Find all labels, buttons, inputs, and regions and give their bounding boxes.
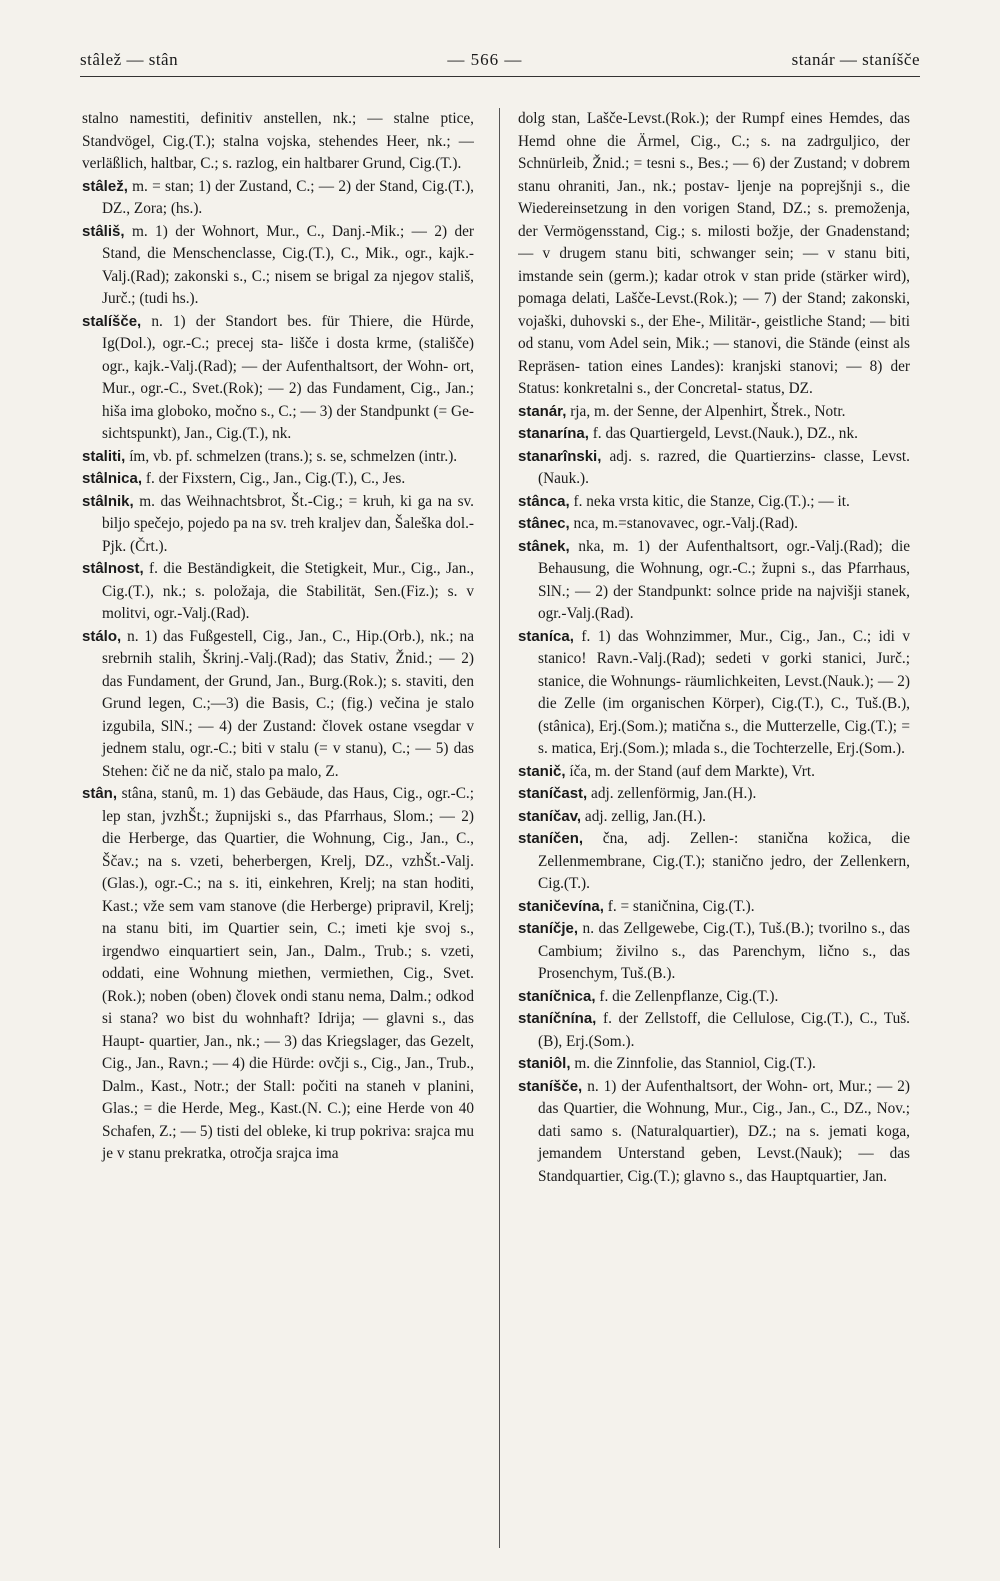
entry-headword: stâlnost, xyxy=(82,560,144,577)
entry-text: f. neka vrsta kitic, die Stanze, Cig.(T.).; — it. xyxy=(573,492,850,510)
dictionary-entry xyxy=(518,423,910,446)
entry-text: m. 1) der Wohnort, Mur., C., Danj.-Mik.; — 2) der Stand, die Menschenclasse, Cig.(T.), C., Mik., ogr., kajk.-Valj.(Rad); zakonski s., C.; nisem se brigal za njegov stališ, Jurč.; (tudi hs.). xyxy=(102,222,474,307)
dictionary-entry xyxy=(82,783,474,1166)
dictionary-entry xyxy=(518,986,910,1009)
dictionary-entry xyxy=(518,783,910,806)
entry-text: m. die Zinnfolie, das Stanniol, Cig.(T.). xyxy=(574,1055,816,1072)
entry-text: adj. s. razred, die Quartierzins- classe, Levst.(Nauk.). xyxy=(538,447,910,487)
left-column xyxy=(82,108,474,1553)
right-column xyxy=(518,108,910,1553)
dictionary-entry xyxy=(518,896,910,919)
entry-text: f. die Zellenpflanze, Cig.(T.). xyxy=(599,987,779,1005)
entry-headword: stâlnica, xyxy=(82,470,143,487)
entry-headword: stalíšče, xyxy=(82,312,142,330)
dictionary-entry xyxy=(82,491,474,559)
entry-headword: stâliš, xyxy=(82,222,125,240)
entry-text: f. 1) das Wohnzimmer, Mur., Cig., Jan., C.; idi v stanico! Ravn.-Valj.(Rad); sedeti v gorki stanici, Jurč.; stanice, die Wohnungs- räumlichkeiten, Levst.(Nauk.); — 2) die Zelle (im organischen Körper), Cig.(T.), C., Tuš.(B.), (stânica), Erj.(Som.); matična s., die Mutterzelle, Cig.(T.); = s. matica, Erj.(Som.); mlada s., die Tochterzelle, Erj.(Som.). xyxy=(538,627,910,757)
dictionary-entry xyxy=(518,1008,910,1053)
entry-headword: staníšče, xyxy=(518,1077,583,1095)
entry-text: n. 1) der Aufenthaltsort, der Wohn- ort, Mur.; — 2) das Quartier, die Wohnung, Mur., Cig., Jan., C., DZ., Nov.; dati samo s. (Naturalquartier), DZ.; na s. jemati koga, jemandem Unterstand geben, Levst.(Nauk); — das Standquartier, Cig.(T.); glavno s., das Hauptquartier, Jan. xyxy=(538,1077,910,1185)
dictionary-entry xyxy=(82,108,474,176)
entry-text: f. die Beständigkeit, die Stetigkeit, Mur., Cig., Jan., Cig.(T.), nk.; s. položaja, die Stabilität, Sen.(Fiz.); s. v molitvi, ogr.-Valj.(Rad). xyxy=(102,560,474,622)
entry-text: f. = staničnina, Cig.(T.). xyxy=(607,897,755,915)
entry-text: f. der Zellstoff, die Cellulose, Cig.(T.), C., Tuš.(B), Erj.(Som.). xyxy=(538,1010,910,1050)
dictionary-entry xyxy=(518,491,910,514)
dictionary-entry xyxy=(518,761,910,784)
entry-text: nka, m. 1) der Aufenthaltsort, ogr.-Valj.(Rad); die Behausung, die Wohnung, ogr.-C.; župni s., das Pfarrhaus, SlN.; — 2) der Standpunkt: solnce pride na najvišji stanek, ogr.-Valj.(Rad). xyxy=(538,537,910,622)
entry-text: rja, m. der Senne, der Alpenhirt, Štrek., Notr. xyxy=(570,402,846,420)
dictionary-entry xyxy=(82,311,474,446)
running-head xyxy=(80,44,920,77)
entry-text: n. 1) der Standort bes. für Thiere, die Hürde, Ig(Dol.), ogr.-C.; precej sta- lišče i dosta krme, (stališče) ogr., kajk.-Valj.(Rad); — der Aufenthaltsort, der Wohn- ort, Mur., ogr.-C., Svet.(Rok); — 2) das Fundament, Cig., Jan.; hiša ima globoko, močno s., C.; — 3) der Standpunkt (= Ge- sichtspunkt), Jan., Cig.(T.), nk. xyxy=(102,312,474,442)
entry-text: m. das Weihnachtsbrot, Št.-Cig.; = kruh, ki ga na sv. biljo spečejo, pojedo pa na sv. treh kraljev dan, Šaleška dol.-Pjk. (Črt.). xyxy=(102,492,474,555)
entry-text: n. 1) das Fußgestell, Cig., Jan., C., Hip.(Orb.), nk.; na srebrnih stalih, Škrinj.-Valj.(Rad); das Stativ, Žnid.; — 2) das Fundament, der Grund, Jan., Burg.(Rok.); s. staviti, den Grund legen, C.;—3) die Basis, C.; (fig.) večina je stalo izgubila, SlN.; — 4) der Zustand: človek ostane vsegdar v jednem stalu, ogr.-C.; biti v stalu (= v stanu), C.; — 5) das Stehen: čič ne da nič, stalo pa malo, Z. xyxy=(102,627,474,780)
entry-headword: staniôl, xyxy=(518,1055,571,1072)
dictionary-entry xyxy=(82,221,474,311)
entry-headword: stânek, xyxy=(518,537,570,555)
dictionary-entry xyxy=(518,401,910,424)
dictionary-entry xyxy=(518,918,910,986)
dictionary-entry xyxy=(518,446,910,491)
entry-text: adj. zellenförmig, Jan.(H.). xyxy=(591,785,757,802)
dictionary-entry xyxy=(82,558,474,626)
dictionary-entry xyxy=(518,536,910,626)
entry-headword: stanič, xyxy=(518,762,566,780)
entry-headword: staníca, xyxy=(518,627,574,645)
dictionary-entry xyxy=(518,108,910,401)
entry-text: f. der Fixstern, Cig., Jan., Cig.(T.), C., Jes. xyxy=(145,470,406,487)
entry-headword: stanarînski, xyxy=(518,447,602,465)
entry-headword: staníčnína, xyxy=(518,1010,597,1027)
header-right-guide: stanár — staníšče xyxy=(791,50,920,69)
entry-headword: stânca, xyxy=(518,492,570,510)
entry-headword: staníčje, xyxy=(518,920,579,937)
dictionary-entry xyxy=(82,468,474,491)
entry-headword: stâlnik, xyxy=(82,492,134,510)
dictionary-entry xyxy=(518,1053,910,1076)
entry-headword: stálo, xyxy=(82,627,122,645)
page-number: — 566 — xyxy=(447,50,523,69)
entry-text: f. das Quartiergeld, Levst.(Nauk.), DZ., nk. xyxy=(592,425,858,442)
entry-text: stalno namestiti, definitiv anstellen, nk.; — stalne ptice, Standvögel, Cig.(T.); stalna vojska, stehendes Heer, nk.; — verläßlich, haltbar, C.; s. razlog, ein haltbarer Grund, Cig.(T.). xyxy=(82,110,474,172)
dictionary-entry xyxy=(518,1076,910,1189)
entry-text: stâna, stanû, m. 1) das Gebäude, das Haus, Cig., ogr.-C.; lep stan, jvzhŠt.; župnijski s., das Pfarrhaus, Slom.; — 2) die Herberge, das Quartier, die Wohnung, Cig., Jan., C., Ščav.; na s. vzeti, beherbergen, Krelj, DZ., vzhŠt.-Valj.(Glas.), ogr.-C.; na s. iti, einkehren, Krelj; na stan hoditi, Kast.; vže sem vam stanove (die Herberge) pripravil, Krelj; na stanu biti, im Quartier sein, C.; imeti kje svoj s., irgendwo einquartiert sein, Jan., Dalm., Trub.; s. vzeti, oddati, eine Wohnung miethen, vermiethen, Cig., Svet.(Rok.); noben (oben) človek ondi stanu nema, Dalm.; odkod si stana? wo bist du wohnhaft? Idrija; — glavni s., das Haupt- quartier, Jan., nk.; — 3) das Kriegslager, das Gezelt, Cig., Jan., Ravn.; — 4) die Hürde: ovčji s., Cig., Jan., Trub., Dalm., Kast., Notr.; der Stall: počiti na staneh v planini, Glas.; = die Herde, Meg., Kast.(N. C.); eine Herde von 40 Schafen, Z.; — 5) tisti del obleke, ki trup pokriva: srajca mu je v stanu prekratka, otročja srajca ima xyxy=(102,785,474,1162)
entry-headword: stâlež, xyxy=(82,177,128,195)
entry-headword: staliti, xyxy=(82,447,126,465)
entry-headword: staníčnica, xyxy=(518,987,596,1005)
entry-text: čna, adj. Zellen-: stanična kožica, die Zellenmembrane, Cig.(T.); stanično jedro, der Zellenkern, Cig.(T.). xyxy=(538,830,910,892)
entry-text: ím, vb. pf. schmelzen (trans.); s. se, schmelzen (intr.). xyxy=(129,447,458,465)
header-left-guide: stâlež — stân xyxy=(80,50,179,69)
dictionary-entry xyxy=(82,626,474,784)
entry-headword: staničevína, xyxy=(518,897,604,915)
dictionary-entry xyxy=(518,806,910,829)
entry-headword: staníčav, xyxy=(518,807,582,825)
dictionary-entry xyxy=(82,176,474,221)
entry-text: m. = stan; 1) der Zustand, C.; — 2) der Stand, Cig.(T.), DZ., Zora; (hs.). xyxy=(102,177,474,217)
entry-headword: stanár, xyxy=(518,402,567,420)
dictionary-entry xyxy=(82,446,474,469)
dictionary-entry xyxy=(518,513,910,536)
entry-headword: staníčen, xyxy=(518,830,584,847)
entry-headword: stanarína, xyxy=(518,425,589,442)
dictionary-entry xyxy=(518,626,910,761)
entry-text: dolg stan, Lašče-Levst.(Rok.); der Rumpf eines Hemdes, das Hemd ohne die Ärmel, Cig., C.; s. na zadrguljico, der Schnürleib, Žnid.; = tesni s., Bes.; — 6) der Zustand; v dobrem stanu ohraniti, Jan., nk.; postav- ljenje na poprejšnji s., die Wiedereinsetzung in den vorigen Stand, DZ.; s. premoženja, der Vermögensstand, Cig.; s. milosti božje, der Gnadenstand; — v drugem stanu biti, schwanger sein; — v stanu biti, imstande sein (germ.); kadar otrok v stan pride (stärker wird), pomaga delati, Lašče-Levst.(Rok.); — 7) der Stand; zakonski, vojaški, duhovski s., der Ehe-, Militär-, geistliche Stand; — biti od stanu, vom Adel sein, Mik.; — stanovi, die Stände (einst als Repräsen- tation eines Landes): kranjski stanovi; — 8) der Status: konkretalni s., der Concretal- status, DZ. xyxy=(518,110,910,397)
column-divider xyxy=(499,108,500,1548)
entry-text: n. das Zellgewebe, Cig.(T.), Tuš.(B.); tvorilno s., das Cambium; živilno s., das Parenchym, lično s., das Prosenchym, Tuš.(B.). xyxy=(538,920,910,982)
entry-text: íča, m. der Stand (auf dem Markte), Vrt. xyxy=(569,762,815,780)
entry-headword: stân, xyxy=(82,785,118,802)
entry-headword: staníčast, xyxy=(518,785,588,802)
entry-text: nca, m.=stanovavec, ogr.-Valj.(Rad). xyxy=(573,515,798,532)
entry-text: adj. zellig, Jan.(H.). xyxy=(584,807,706,825)
dictionary-entry xyxy=(518,828,910,896)
entry-headword: stânec, xyxy=(518,515,570,532)
